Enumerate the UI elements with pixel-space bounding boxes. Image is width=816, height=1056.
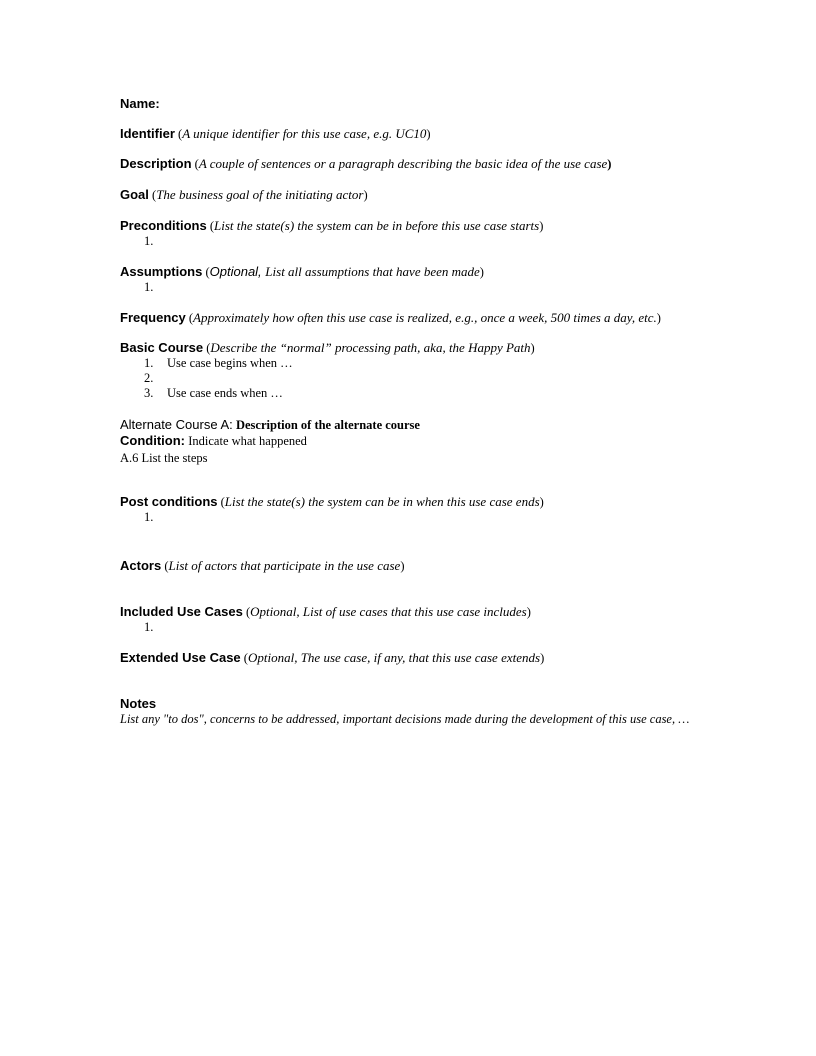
alternate-course-step: A.6 List the steps	[120, 451, 208, 465]
list-item	[120, 356, 700, 371]
basic-course-list	[120, 356, 700, 401]
basic-course-hint: Describe the “normal” processing path, aka, the Happy Path	[210, 340, 531, 355]
identifier-open-paren: (	[174, 127, 183, 141]
included-use-cases-label: Included Use Cases	[120, 604, 243, 619]
alternate-course-title: Description of the alternate course	[235, 418, 420, 432]
extended-use-case-open-paren: (	[240, 651, 248, 665]
identifier-section	[120, 126, 700, 142]
assumptions-label: Assumptions	[120, 264, 203, 279]
list-item	[120, 234, 700, 249]
assumptions-section	[120, 264, 700, 295]
extended-use-case-section	[120, 650, 700, 666]
goal-label: Goal	[120, 187, 149, 202]
actors-label: Actors	[120, 558, 162, 573]
description-close-paren: )	[607, 157, 612, 171]
assumptions-close-paren: )	[479, 265, 484, 279]
list-item-number: 2.	[144, 371, 154, 385]
frequency-section	[120, 310, 700, 326]
description-label: Description	[120, 156, 192, 171]
included-use-cases-hint: Optional, List of use cases that this use case includes	[250, 604, 527, 619]
list-item-text: Use case begins when …	[167, 356, 293, 370]
condition-text: Indicate what happened	[188, 434, 307, 448]
identifier-label: Identifier	[120, 126, 175, 141]
basic-course-section	[120, 340, 700, 401]
assumptions-hint: List all assumptions that have been made	[265, 264, 480, 279]
list-item-number: 1.	[144, 356, 154, 370]
goal-section	[120, 187, 700, 203]
included-use-cases-section	[120, 604, 700, 635]
post-conditions-list	[120, 510, 700, 525]
identifier-close-paren: )	[426, 127, 431, 141]
alternate-course-label: Alternate Course A:	[120, 417, 233, 432]
list-item	[120, 386, 700, 401]
notes-text: List any "to dos", concerns to be addressed, important decisions made during the development of this use case, …	[120, 712, 690, 726]
goal-open-paren: (	[148, 188, 157, 202]
assumptions-list	[120, 280, 700, 295]
actors-hint: List of actors that participate in the use case	[168, 558, 401, 573]
extended-use-case-label: Extended Use Case	[120, 650, 241, 665]
post-conditions-label: Post conditions	[120, 494, 218, 509]
basic-course-close-paren: )	[530, 341, 535, 355]
frequency-label: Frequency	[120, 310, 186, 325]
post-conditions-section	[120, 494, 700, 525]
included-use-cases-open-paren: (	[242, 605, 251, 619]
condition-label: Condition:	[120, 433, 185, 448]
list-item-text: Use case ends when …	[167, 386, 283, 400]
basic-course-open-paren: (	[203, 341, 211, 355]
alternate-course-section	[120, 417, 700, 466]
list-item-number: 1.	[144, 234, 154, 248]
list-item	[120, 280, 700, 295]
frequency-close-paren: )	[656, 311, 661, 325]
assumptions-optional: Optional,	[209, 264, 266, 279]
list-item	[120, 510, 700, 525]
notes-label: Notes	[120, 696, 157, 711]
preconditions-hint: List the state(s) the system can be in before this use case starts	[213, 218, 540, 233]
included-use-cases-list	[120, 620, 700, 635]
goal-hint: The business goal of the initiating actor	[156, 187, 364, 202]
post-conditions-hint: List the state(s) the system can be in when this use case ends	[224, 494, 540, 509]
goal-close-paren: )	[363, 188, 368, 202]
list-item-number: 1.	[144, 510, 154, 524]
frequency-open-paren: (	[185, 311, 194, 325]
list-item-number: 1.	[144, 620, 154, 634]
assumptions-open-paren: (	[202, 265, 210, 279]
list-item	[120, 371, 700, 386]
extended-use-case-hint: Optional, The use case, if any, that this use case extends	[247, 650, 541, 665]
preconditions-list	[120, 234, 700, 249]
actors-close-paren: )	[400, 559, 405, 573]
preconditions-close-paren: )	[539, 219, 544, 233]
list-item-number: 1.	[144, 280, 154, 294]
notes-section	[120, 696, 700, 727]
actors-open-paren: (	[161, 559, 169, 573]
description-hint: A couple of sentences or a paragraph describing the basic idea of the use case	[198, 156, 608, 171]
description-section	[120, 156, 700, 172]
extended-use-case-close-paren: )	[540, 651, 545, 665]
basic-course-label: Basic Course	[120, 340, 204, 355]
preconditions-open-paren: (	[206, 219, 214, 233]
post-conditions-close-paren: )	[539, 495, 544, 509]
name-field	[120, 96, 700, 111]
frequency-hint: Approximately how often this use case is realized, e.g., once a week, 500 times a day, etc.	[193, 310, 657, 325]
identifier-hint: A unique identifier for this use case, e.g. UC10	[182, 126, 427, 141]
post-conditions-open-paren: (	[217, 495, 225, 509]
actors-section	[120, 558, 700, 574]
preconditions-section	[120, 218, 700, 249]
included-use-cases-close-paren: )	[526, 605, 531, 619]
description-open-paren: (	[191, 157, 199, 171]
list-item	[120, 620, 700, 635]
preconditions-label: Preconditions	[120, 218, 207, 233]
name-label: Name:	[120, 96, 160, 111]
list-item-number: 3.	[144, 386, 154, 400]
